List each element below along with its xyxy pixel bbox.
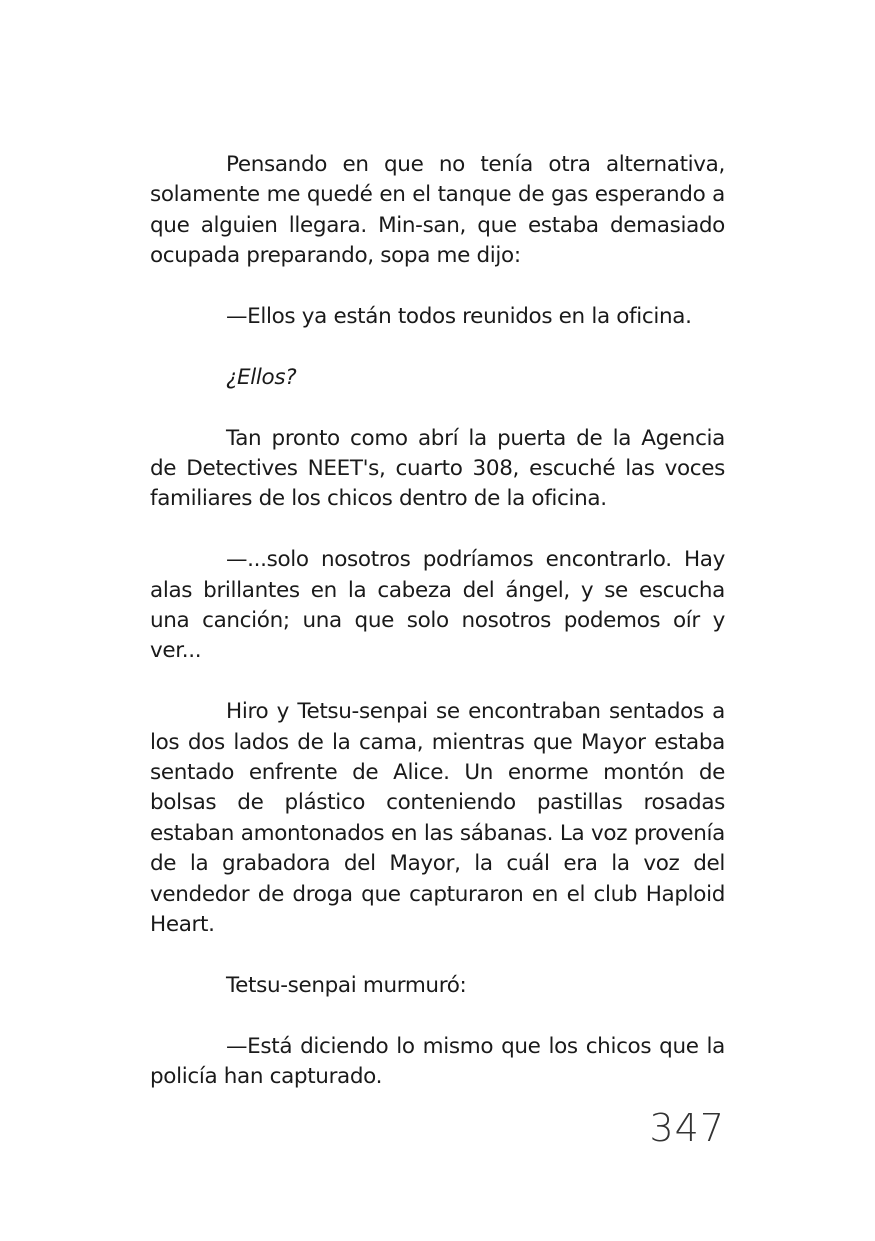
paragraph-4: Tetsu-senpai murmuró: [226, 972, 467, 998]
dialogue-line-3: —Está diciendo lo mismo que los chicos que la policía han capturado. [150, 1033, 725, 1090]
page-body [150, 150, 725, 1092]
paragraph-2: Tan pronto como abrí la puerta de la Agencia de Detectives NEET's, cuarto 308, escuché las voces familiares de los chicos dentro de la oficina. [150, 425, 725, 512]
paragraph-3: Hiro y Tetsu-senpai se encontraban sentados a los dos lados de la cama, mientras que Mayor estaba sentado enfrente de Alice. Un enorme montón de bolsas de plástico conteniendo pastillas rosadas estaban amontonados en las sábanas. La voz provenía de la grabadora del Mayor, la cuál era la voz del vendedor de droga que capturaron en el club Haploid Heart. [150, 699, 725, 938]
paragraph-1: Pensando en que no tenía otra alternativa, solamente me quedé en el tanque de gas esperando a que alguien llegara. Min-san, que estaba demasiado ocupada preparando, sopa me dijo: [150, 152, 725, 269]
dialogue-line-2: —...solo nosotros podríamos encontrarlo. Hay alas brillantes en la cabeza del ángel, y se escucha una canción; una que solo nosotros podemos oír y ver... [150, 547, 725, 664]
dialogue-line-1: —Ellos ya están todos reunidos en la oficina. [226, 304, 692, 330]
page-number: 347 [649, 1106, 725, 1150]
italic-thought: ¿Ellos? [226, 364, 297, 390]
